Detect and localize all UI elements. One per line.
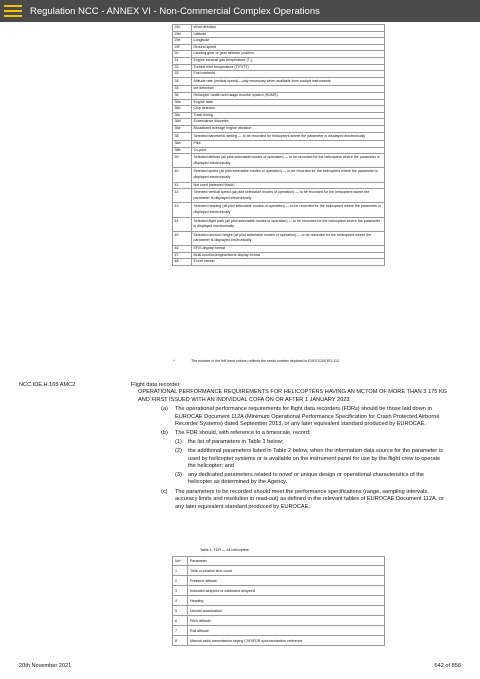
paragraph-b2: (2) the additional parameters listed in Table 2 below, when the information data source for the parameter is used by helicopter systems or is available on the instrument panel for use by the flight crew to operate the helicopter; and xyxy=(175,448,443,470)
row-number: 24c xyxy=(173,25,192,32)
row-number: 29e xyxy=(173,38,192,45)
table-row xyxy=(173,119,385,126)
row-number: 47 xyxy=(173,252,192,259)
row-parameter: Pitch attitude xyxy=(188,616,385,626)
row-number: 34 xyxy=(173,77,192,86)
row-number: 36e xyxy=(173,125,192,132)
table1-header-row xyxy=(173,557,385,566)
row-parameter: Ice detection xyxy=(192,86,385,93)
table-row xyxy=(173,566,385,576)
table-row xyxy=(173,586,385,596)
row-parameter: Selected flight path (all pilot selectable modes of operation) — to be recorded for the helicopters where the parameter is displayed electronically xyxy=(192,217,385,231)
table-row xyxy=(173,64,385,71)
table-row xyxy=(173,112,385,119)
table-row xyxy=(173,168,385,182)
table-row xyxy=(173,147,385,154)
table-row xyxy=(173,125,385,132)
table-row xyxy=(173,106,385,113)
row-parameter: Engine data xyxy=(192,99,385,106)
row-parameter: Not used (selected Mach) xyxy=(192,182,385,189)
row-number: 33 xyxy=(173,71,192,78)
row-number: 38a xyxy=(173,141,192,148)
table-row xyxy=(173,25,385,32)
page-header xyxy=(0,0,480,22)
paragraph-b: (b) The FDR should, with reference to a timescale, record: xyxy=(161,430,311,437)
row-parameter: Exceedance discretes xyxy=(192,119,385,126)
footer-page-number: 642 of 856 xyxy=(434,663,461,669)
section-subtitle: OPERATIONAL PERFORMANCE REQUIREMENTS FOR HELICOPTERS HAVING AN MCTOM OF MORE THAN 3 175 KG AND FIRST ISSUED WITH AN INDIVIDUAL COFA ON OR AFTER 1 JANUARY 2023 xyxy=(138,389,447,403)
row-parameter: Roll attitude xyxy=(188,626,385,636)
row-parameter: Heading xyxy=(188,596,385,606)
row-parameter: Ground speed xyxy=(192,44,385,51)
table-row xyxy=(173,231,385,245)
table-footnote: * The number in the left hand column reflects the serial number depicted in EUROCAE ED-112. xyxy=(173,359,340,363)
row-number: 32 xyxy=(173,64,192,71)
table-row xyxy=(173,92,385,99)
row-parameter: Chip detector xyxy=(192,106,385,113)
table-row xyxy=(173,132,385,141)
table-row xyxy=(173,182,385,189)
row-parameter: Fuel contents xyxy=(192,71,385,78)
row-number: 7 xyxy=(173,626,188,636)
row-parameter: Engine exhaust gas temperature (T₄) xyxy=(192,57,385,64)
row-number: 29f xyxy=(173,44,192,51)
row-number: 36c xyxy=(173,112,192,119)
row-parameter: Helicopter health and usage monitor system (HUMS): xyxy=(192,92,385,99)
row-number: 5 xyxy=(173,606,188,616)
table-row xyxy=(173,217,385,231)
row-parameter: Multi-function/engine/alerts display format xyxy=(192,252,385,259)
table-row xyxy=(173,57,385,64)
row-parameter: Track timing xyxy=(192,112,385,119)
amc-body xyxy=(131,382,447,511)
table-row xyxy=(173,71,385,78)
table-row xyxy=(173,636,385,646)
table-row xyxy=(173,596,385,606)
table-row xyxy=(173,44,385,51)
row-parameter: Time or relative time count xyxy=(188,566,385,576)
easa-logo-icon xyxy=(4,4,22,18)
row-parameter: Co-pilot xyxy=(192,147,385,154)
row-parameter: Pilot xyxy=(192,141,385,148)
rule-reference: NCC.IDE.H.165 AMC2 xyxy=(19,382,76,388)
row-number: 38 xyxy=(173,132,192,141)
row-number: 36a xyxy=(173,99,192,106)
row-number: 8 xyxy=(173,636,188,646)
row-parameter: EFIS display format xyxy=(192,246,385,253)
parameter-table-continued xyxy=(172,24,385,266)
table-row xyxy=(173,141,385,148)
table-row xyxy=(173,154,385,168)
row-parameter: Selected speed (all pilot selectable modes of operation) — to be recorded for the helicopters where the parameter is displayed electronically xyxy=(192,168,385,182)
row-number: 44 xyxy=(173,217,192,231)
table-row xyxy=(173,246,385,253)
row-number: 40 xyxy=(173,168,192,182)
row-parameter: Broadband average engine vibration xyxy=(192,125,385,132)
row-number: 39 xyxy=(173,154,192,168)
table-row xyxy=(173,576,385,586)
row-number: 30 xyxy=(173,51,192,58)
row-parameter: Longitude xyxy=(192,38,385,45)
row-number: 3 xyxy=(173,586,188,596)
table-row xyxy=(173,606,385,616)
row-number: 36 xyxy=(173,92,192,99)
table-row xyxy=(173,616,385,626)
row-number: 2 xyxy=(173,576,188,586)
table-row xyxy=(173,99,385,106)
row-parameter: Turbine inlet temperature (TIT/ITT) xyxy=(192,64,385,71)
table1-head-parameter: Parameter xyxy=(188,557,385,566)
row-number: 43 xyxy=(173,203,192,217)
row-number: 29d xyxy=(173,31,192,38)
paragraph-b1: (1) the list of parameters in Table 1 below; xyxy=(175,439,284,446)
row-parameter: Event marker xyxy=(192,259,385,266)
table-row xyxy=(173,31,385,38)
table1-fdr-all-helicopters xyxy=(172,556,385,646)
table-row xyxy=(173,189,385,203)
row-number: 6 xyxy=(173,616,188,626)
table-row xyxy=(173,203,385,217)
table-row xyxy=(173,38,385,45)
paragraph-c: (c) The parameters to be recorded should meet the performance specifications (range, sampling intervals, accuracy limits and resolution in read-out) as defined in the relevant tables of EUROCAE Document 112A, or any later equivalent standard produced by EUROCAE. xyxy=(161,488,444,510)
section-title: Flight data recorder xyxy=(131,382,180,388)
row-parameter: Selected vertical speed (all pilot selectable modes of operation) — to be recorded for the helicopters where the parameter is displayed electronically xyxy=(192,189,385,203)
table-row xyxy=(173,626,385,636)
table1-caption: Table 1: FDR — All helicopters xyxy=(200,548,249,552)
row-number: 45 xyxy=(173,231,192,245)
row-parameter: Landing gear or gear selector position xyxy=(192,51,385,58)
document-title: Regulation NCC - ANNEX VI - Non-Commercial Complex Operations xyxy=(30,5,320,17)
row-number: 4 xyxy=(173,596,188,606)
row-number: 42 xyxy=(173,189,192,203)
row-parameter: Pressure altitude xyxy=(188,576,385,586)
paragraph-a: (a) The operational performance requirements for flight data recorders (FDRs) should be those laid down in EUROCAE Document 112A (Minimum Operational Performance Specification for Crash Protected Airborne Recorder Systems) dated September 2013, or any later equivalent standard produced by EUROCAE. xyxy=(161,406,440,428)
row-number: 48 xyxy=(173,259,192,266)
row-number: 41 xyxy=(173,182,192,189)
table-row xyxy=(173,259,385,266)
row-number: 31 xyxy=(173,57,192,64)
table-row xyxy=(173,51,385,58)
row-parameter: Manual radio transmission keying CVR/FDR synchronisation reference xyxy=(188,636,385,646)
row-parameter: Selected altitude (all pilot selectable modes of operation) — to be recorded for the helicopters where the parameter is displayed electronically xyxy=(192,154,385,168)
row-number: 35 xyxy=(173,86,192,93)
table-row xyxy=(173,86,385,93)
row-parameter: Indicated airspeed or calibrated airspeed xyxy=(188,586,385,596)
footer-date: 20th November 2021 xyxy=(19,663,72,669)
row-parameter: Normal acceleration xyxy=(188,606,385,616)
table-row xyxy=(173,77,385,86)
row-parameter: Latitude xyxy=(192,31,385,38)
row-parameter: Altitude rate (vertical speed)—only necessary when available from cockpit instruments xyxy=(192,77,385,86)
row-parameter: Selected heading (all pilot selectable modes of operation) — to be recorded for the helicopters where the parameter is displayed electronically xyxy=(192,203,385,217)
row-number: 1 xyxy=(173,566,188,576)
row-parameter: Selected barometric setting — to be recorded for helicopters where the parameter is displayed electronically xyxy=(192,132,385,141)
row-parameter: Selected decision height (all pilot selectable modes of operation) — to be recorded for the helicopters where the parameter is displayed electronically xyxy=(192,231,385,245)
table-row xyxy=(173,252,385,259)
row-number: 36b xyxy=(173,106,192,113)
row-number: 36d xyxy=(173,119,192,126)
row-number: 38b xyxy=(173,147,192,154)
row-number: 46 xyxy=(173,246,192,253)
paragraph-b3: (3) any dedicated parameters related to novel or unique design or operational characteristics of the helicopter as determined by the Agency. xyxy=(175,471,425,486)
row-parameter: Wind direction xyxy=(192,25,385,32)
table1-head-no: No* xyxy=(173,557,188,566)
